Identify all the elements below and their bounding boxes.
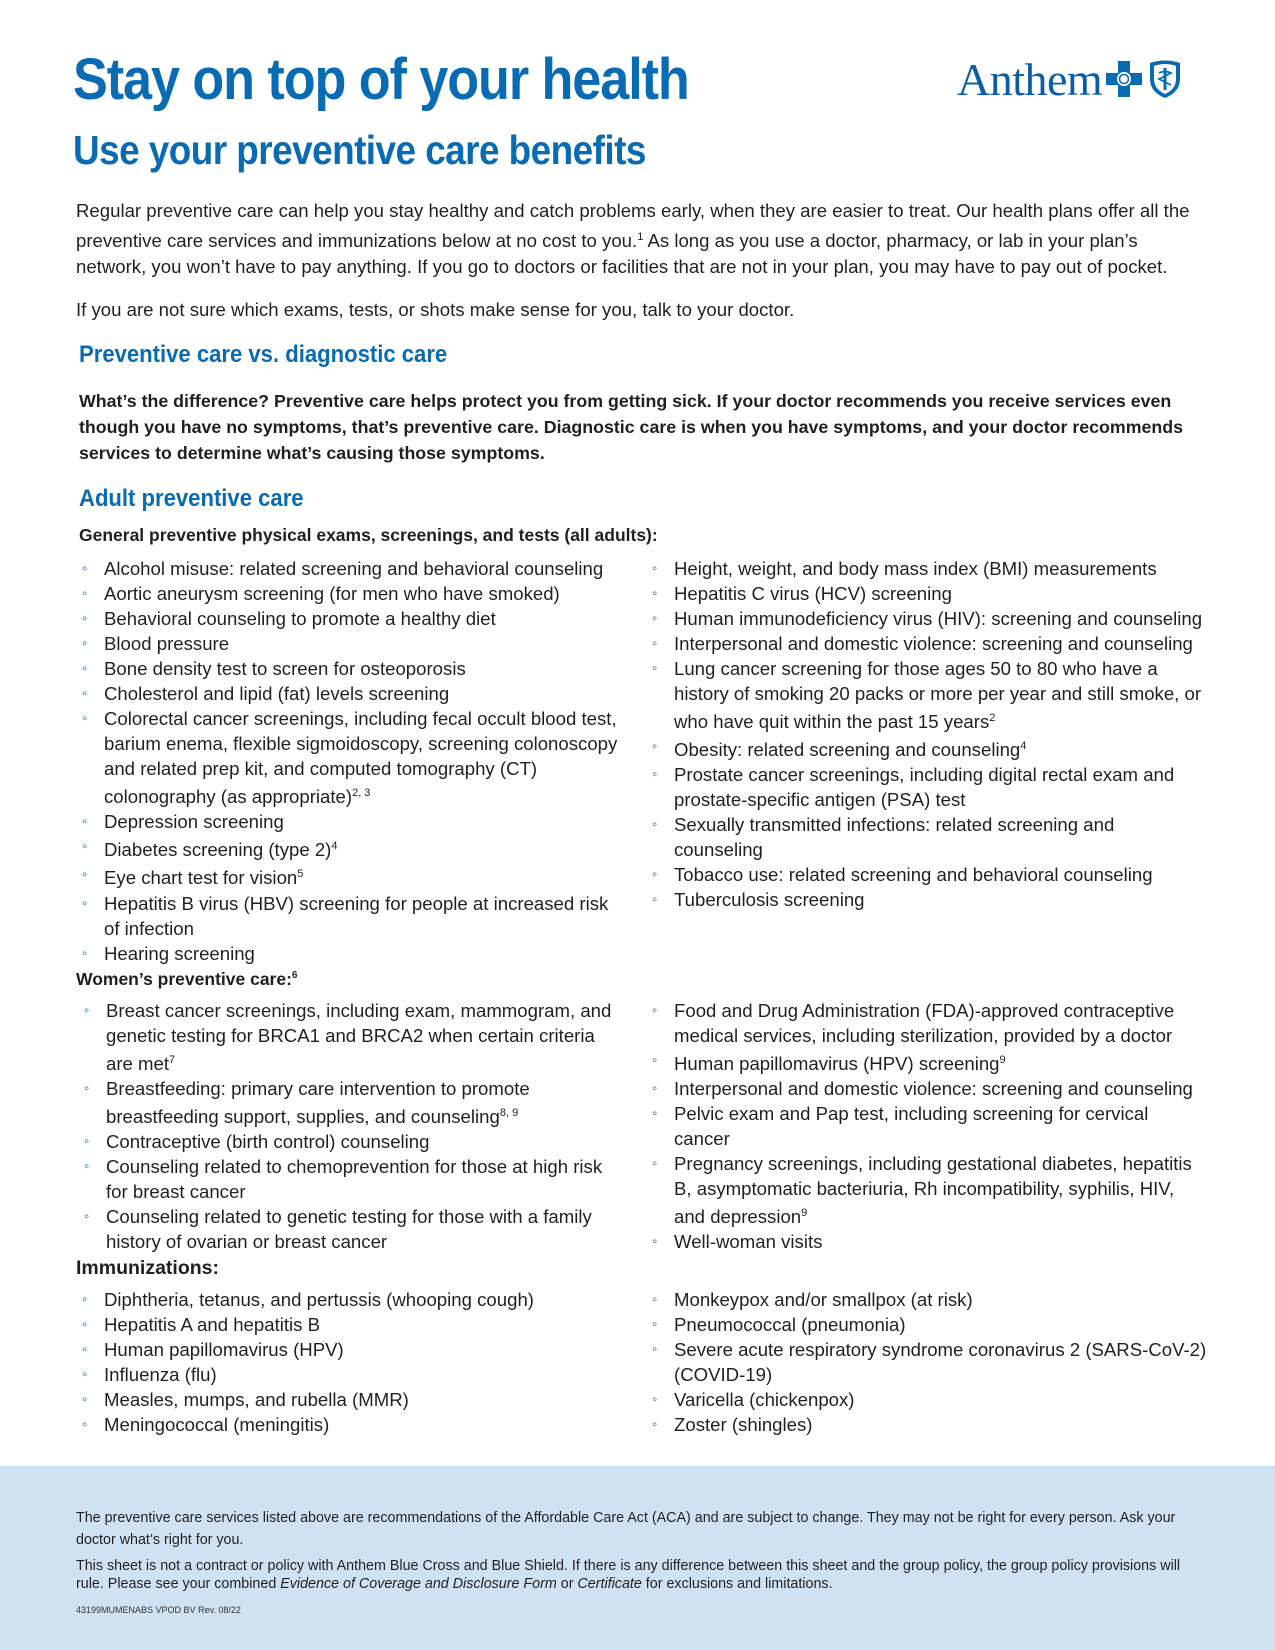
talk-to-doctor-paragraph: If you are not sure which exams, tests, or shots make sense for you, talk to your doctor. bbox=[76, 299, 795, 320]
adult-left-list bbox=[82, 556, 622, 966]
contract-disclaimer: This sheet is not a contract or policy with Anthem Blue Cross and Blue Shield. If there is any difference between this sheet and the group policy, the group policy provisions will rule. Please see your combined Evidence of Coverage and Disclosure Form or Certificate for exclusions and limitations. bbox=[76, 1558, 1181, 1592]
list-item: ◦ Colorectal cancer screenings, including fecal occult blood test, barium enema, flexible sigmoidoscopy, screening colonoscopy and related prep kit, and computed tomography (CT) colonography (as appropriate)$^{2, 3}$ bbox=[82, 706, 622, 809]
list-item: ◦ Human papillomavirus (HPV) bbox=[82, 1337, 622, 1362]
list-item: ◦ Hepatitis C virus (HCV) screening bbox=[652, 581, 1207, 606]
list-item: ◦ Hepatitis A and hepatitis B bbox=[82, 1312, 622, 1337]
list-item: ◦ Pneumococcal (pneumonia) bbox=[652, 1312, 1207, 1337]
adult-preventive-care-heading: Adult preventive care bbox=[79, 485, 304, 512]
list-item: ◦ Monkeypox and/or smallpox (at risk) bbox=[652, 1287, 1207, 1312]
list-item: ◦ Blood pressure bbox=[82, 631, 622, 656]
immunizations-left-list bbox=[82, 1287, 622, 1437]
anthem-logo bbox=[957, 55, 1182, 103]
list-item: ◦ Measles, mumps, and rubella (MMR) bbox=[82, 1387, 622, 1412]
list-item: ◦ Meningococcal (meningitis) bbox=[82, 1412, 622, 1437]
list-item: ◦ Tuberculosis screening bbox=[652, 887, 1207, 912]
list-item: ◦ Depression screening bbox=[82, 809, 622, 834]
difference-paragraph: What’s the difference? Preventive care helps protect you from getting sick. If your doctor recommends you receive services even though you have no symptoms, that’s preventive care. Diagnostic care is when you have symptoms, and your doctor recommends services to determine what’s causing those symptoms. bbox=[79, 391, 1184, 463]
women-right-list bbox=[652, 998, 1207, 1254]
general-exams-heading: General preventive physical exams, screenings, and tests (all adults): bbox=[79, 525, 658, 545]
immunizations-right-list bbox=[652, 1287, 1207, 1437]
list-item: ◦ Eye chart test for vision$^5$ bbox=[82, 862, 622, 890]
list-item: ◦ Bone density test to screen for osteoporosis bbox=[82, 656, 622, 681]
list-item: ◦ Behavioral counseling to promote a healthy diet bbox=[82, 606, 622, 631]
list-item: ◦ Counseling related to chemoprevention for those at high risk for breast cancer bbox=[84, 1154, 624, 1204]
womens-care-heading: Women’s preventive care:$^6$ bbox=[76, 969, 298, 989]
list-item: ◦ Diphtheria, tetanus, and pertussis (whooping cough) bbox=[82, 1287, 622, 1312]
list-item: ◦ Alcohol misuse: related screening and behavioral counseling bbox=[82, 556, 622, 581]
list-item: ◦ Human immunodeficiency virus (HIV): screening and counseling bbox=[652, 606, 1207, 631]
aca-note: The preventive care services listed above are recommendations of the Affordable Care Act (ACA) and are subject to change. They may not be right for every person. Ask your doctor what’s right for you. bbox=[76, 1510, 1176, 1548]
list-item: ◦ Aortic aneurysm screening (for men who have smoked) bbox=[82, 581, 622, 606]
logo-wordmark: Anthem bbox=[957, 53, 1103, 105]
immunizations-heading: Immunizations: bbox=[76, 1257, 220, 1279]
list-item: ◦ Breast cancer screenings, including exam, mammogram, and genetic testing for BRCA1 and BRCA2 when certain criteria are met$^7$ bbox=[84, 998, 624, 1076]
list-item: ◦ Breastfeeding: primary care intervention to promote breastfeeding support, supplies, and counseling$^{8, 9}$ bbox=[84, 1076, 624, 1129]
list-item: ◦ Tobacco use: related screening and behavioral counseling bbox=[652, 862, 1207, 887]
list-item: ◦ Prostate cancer screenings, including digital rectal exam and prostate-specific antigen (PSA) test bbox=[652, 762, 1207, 812]
list-item: ◦ Cholesterol and lipid (fat) levels screening bbox=[82, 681, 622, 706]
list-item: ◦ Influenza (flu) bbox=[82, 1362, 622, 1387]
page-subtitle: Use your preventive care benefits bbox=[73, 127, 646, 173]
list-item: ◦ Severe acute respiratory syndrome coronavirus 2 (SARS-CoV-2) (COVID-19) bbox=[652, 1337, 1207, 1387]
list-item: ◦ Human papillomavirus (HPV) screening$^9$ bbox=[652, 1048, 1207, 1076]
list-item: ◦ Food and Drug Administration (FDA)-approved contraceptive medical services, including sterilization, provided by a doctor bbox=[652, 998, 1207, 1048]
list-item: ◦ Contraceptive (birth control) counseling bbox=[84, 1129, 624, 1154]
list-item: ◦ Pregnancy screenings, including gestational diabetes, hepatitis B, asymptomatic bacteriuria, Rh incompatibility, syphilis, HIV, and depression$^9$ bbox=[652, 1151, 1207, 1229]
adult-right-list bbox=[652, 556, 1207, 912]
page-title: Stay on top of your health bbox=[73, 47, 689, 112]
list-item: ◦ Obesity: related screening and counseling$^4$ bbox=[652, 734, 1207, 762]
list-item: ◦ Well-woman visits bbox=[652, 1229, 1207, 1254]
form-code: 43199MUMENABS VPOD BV Rev. 08/22 bbox=[76, 1605, 241, 1615]
blue-shield-icon bbox=[1148, 59, 1182, 99]
list-item: ◦ Sexually transmitted infections: related screening and counseling bbox=[652, 812, 1207, 862]
list-item: ◦ Pelvic exam and Pap test, including screening for cervical cancer bbox=[652, 1101, 1207, 1151]
list-item: ◦ Interpersonal and domestic violence: screening and counseling bbox=[652, 1076, 1207, 1101]
list-item: ◦ Lung cancer screening for those ages 50 to 80 who have a history of smoking 20 packs or more per year and still smoke, or who have quit within the past 15 years$^2$ bbox=[652, 656, 1207, 734]
list-item: ◦ Hearing screening bbox=[82, 941, 622, 966]
list-item: ◦ Zoster (shingles) bbox=[652, 1412, 1207, 1437]
blue-cross-icon bbox=[1104, 59, 1144, 99]
intro-paragraph: Regular preventive care can help you stay healthy and catch problems early, when they are easier to treat. Our health plans offer all the preventive care services and immunizations below at no cost to you.$^1$ As long as you use a doctor, pharmacy, or lab in your plan’s network, you won’t have to pay anything. If you go to doctors or facilities that are not in your plan, you may have to pay out of pocket. bbox=[76, 200, 1190, 278]
preventive-vs-diagnostic-heading: Preventive care vs. diagnostic care bbox=[79, 341, 448, 368]
list-item: ◦ Hepatitis B virus (HBV) screening for people at increased risk of infection bbox=[82, 891, 622, 941]
women-left-list bbox=[84, 998, 624, 1254]
list-item: ◦ Diabetes screening (type 2)$^4$ bbox=[82, 834, 622, 862]
list-item: ◦ Height, weight, and body mass index (BMI) measurements bbox=[652, 556, 1207, 581]
list-item: ◦ Interpersonal and domestic violence: screening and counseling bbox=[652, 631, 1207, 656]
list-item: ◦ Varicella (chickenpox) bbox=[652, 1387, 1207, 1412]
list-item: ◦ Counseling related to genetic testing for those with a family history of ovarian or breast cancer bbox=[84, 1204, 624, 1254]
